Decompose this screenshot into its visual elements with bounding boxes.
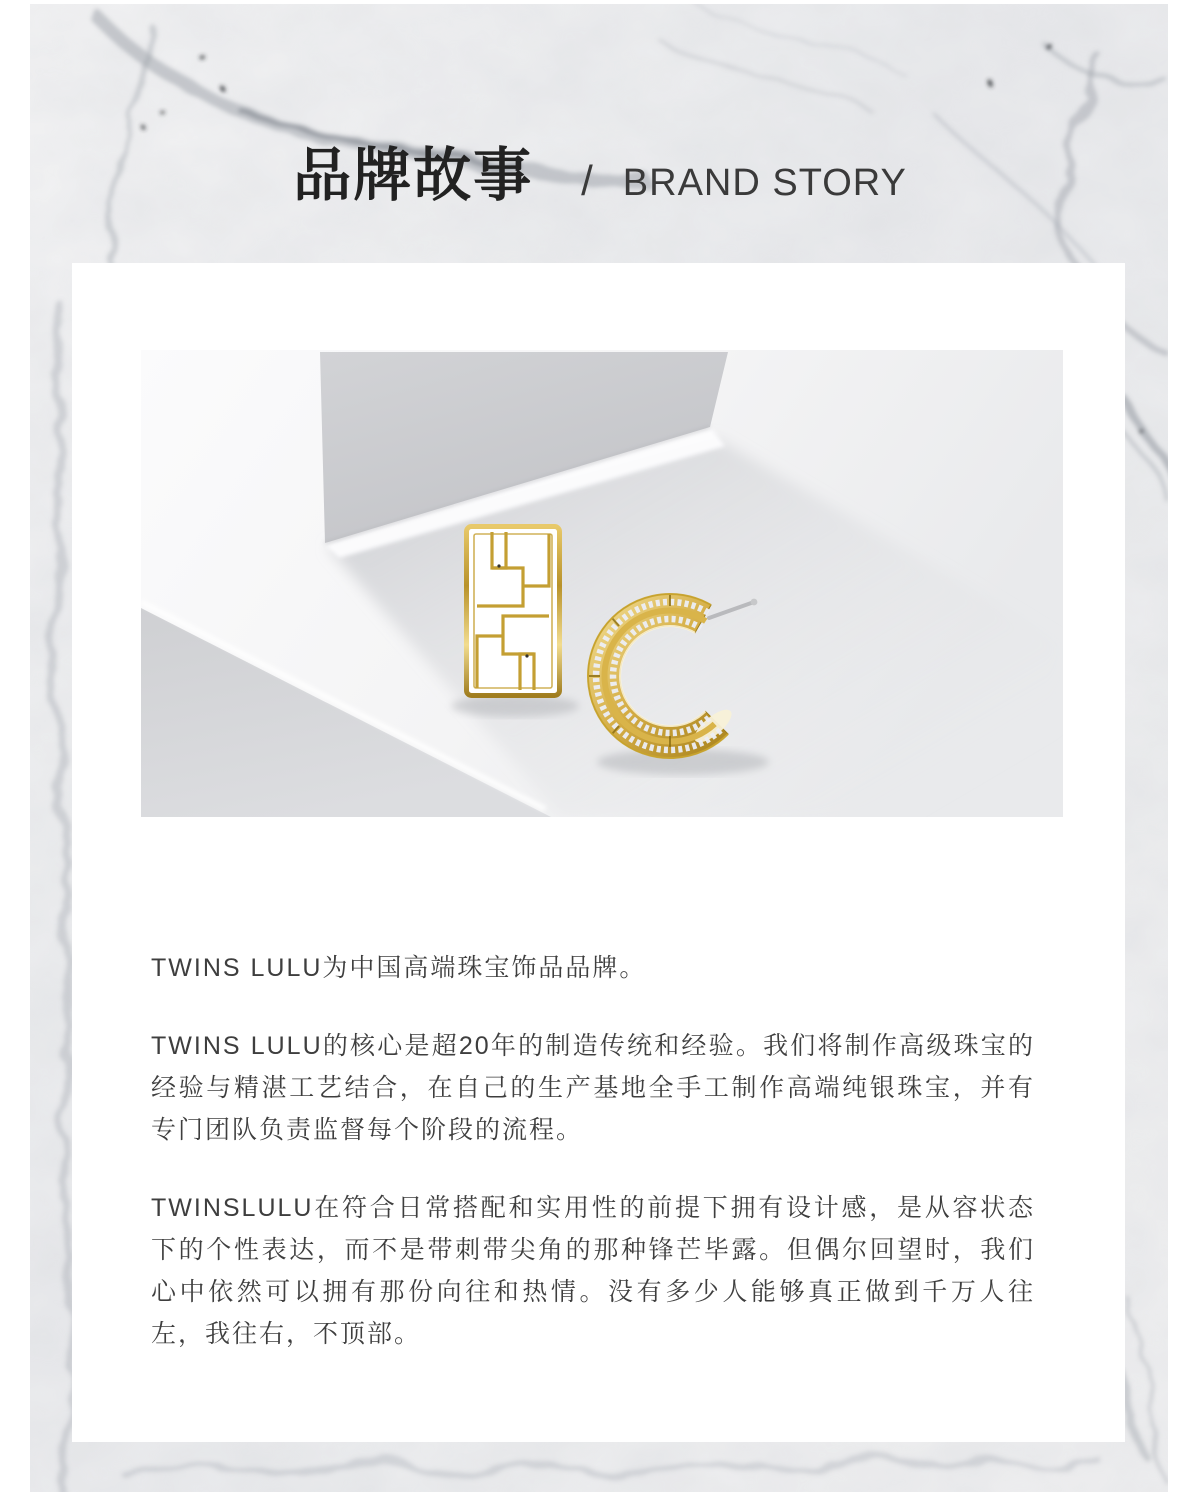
story-paragraph: TWINSLULU在符合日常搭配和实用性的前提下拥有设计感，是从容状态下的个性表达，而不是带刺带尖角的那种锋芒毕露。但偶尔回望时，我们心中依然可以拥有那份向往和热情。没有多少人能够真正做到千万人往左，我往右，不顶部。	[151, 1194, 1035, 1348]
heading-en: BRAND STORY	[622, 162, 907, 204]
brand-story-card	[72, 263, 1125, 1442]
section-heading	[0, 143, 1200, 208]
heading-divider: /	[581, 157, 593, 204]
product-photo	[141, 350, 1063, 817]
heading-zh: 品牌故事	[293, 143, 534, 208]
story-paragraph: TWINS LULU的核心是超20年的制造传统和经验。我们将制作高级珠宝的经验与精湛工艺结合，在自己的生产基地全手工制作高端纯银珠宝，并有专门团队负责监督每个阶段的流程。	[151, 1032, 1035, 1144]
greek-key-stud-earring	[467, 527, 560, 696]
brand-story-text	[151, 947, 1035, 1355]
story-paragraph: TWINS LULU为中国高端珠宝饰品品牌。	[151, 954, 647, 982]
